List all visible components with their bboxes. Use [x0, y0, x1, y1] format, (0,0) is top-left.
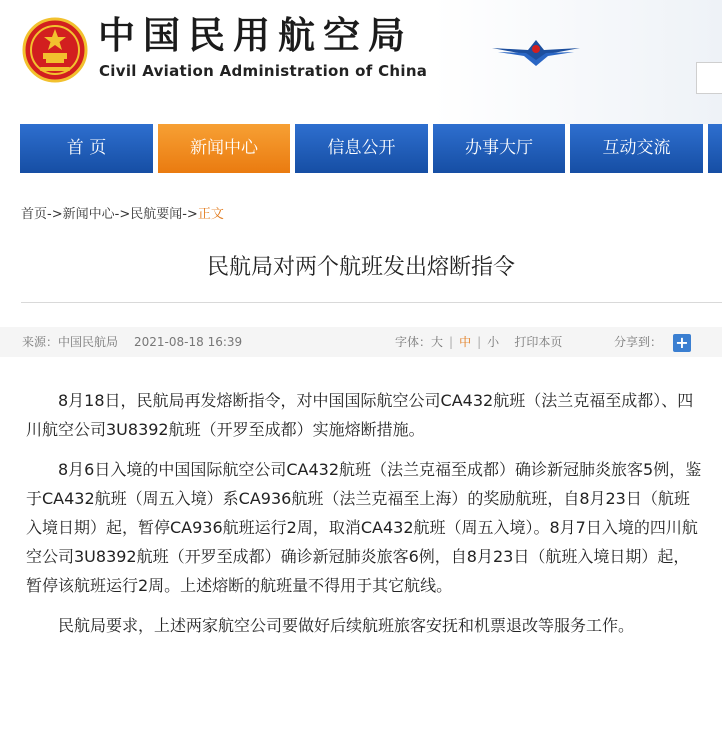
- breadcrumb-separator: ->: [114, 207, 131, 222]
- breadcrumb: [21, 203, 224, 222]
- national-emblem-icon[interactable]: [22, 17, 88, 83]
- breadcrumb-current: 正文: [197, 207, 224, 222]
- font-size-label: 字体：: [395, 335, 432, 349]
- print-page-link[interactable]: 打印本页: [514, 335, 563, 349]
- share-plus-icon[interactable]: +: [673, 334, 691, 352]
- main-nav: [0, 124, 722, 173]
- article-date: 2021-08-18 16:39: [134, 335, 243, 349]
- font-size-medium[interactable]: 中: [459, 335, 472, 349]
- font-size-large[interactable]: 大: [431, 335, 444, 349]
- article-body: [26, 386, 702, 651]
- breadcrumb-news-category[interactable]: 民航要闻: [130, 207, 183, 222]
- breadcrumb-separator: ->: [182, 207, 198, 222]
- nav-item-news-center[interactable]: 新闻中心: [158, 124, 290, 173]
- article-paragraph: 8月18日，民航局再发熔断指令，对中国国际航空公司CA432航班（法兰克福至成都）、四川航空公司3U8392航班（开罗至成都）实施熔断措施。: [26, 391, 694, 439]
- font-size-small[interactable]: 小: [487, 335, 500, 349]
- nav-item-service-hall[interactable]: 办事大厅: [433, 124, 565, 173]
- article-source-date: [22, 327, 242, 357]
- site-header: [0, 0, 722, 124]
- article-title: 民航局对两个航班发出熔断指令: [206, 255, 515, 280]
- article-meta-bar: [0, 327, 722, 357]
- article-paragraph: 8月6日入境的中国国际航空公司CA432航班（法兰克福至成都）确诊新冠肺炎旅客5例，鉴于CA432航班（周五入境）系CA936航班（法兰克福至上海）的奖励航班，自8月23日（航班入境日期）起，暂停CA936航班运行2周，取消CA432航班（周五入境）。8月7日入境的四川航空公司3U8392航班（开罗至成都）确诊新冠肺炎旅客6例，自8月23日（航班入境日期）起，暂停该航班运行2周。上述熔断的航班量不得用于其它航线。: [26, 460, 702, 595]
- font-size-controls: 字体：大 | 中 | 小 打印本页: [395, 335, 563, 349]
- article-source: 来源：中国民航局: [22, 335, 119, 349]
- nav-item-interaction[interactable]: 互动交流: [570, 124, 703, 173]
- nav-item-home[interactable]: 首 页: [20, 124, 153, 173]
- breadcrumb-home[interactable]: 首页: [21, 207, 48, 222]
- caac-wings-logo-icon: [488, 36, 584, 68]
- breadcrumb-news-center[interactable]: 新闻中心: [62, 207, 115, 222]
- title-divider: [21, 302, 722, 303]
- site-name-en[interactable]: Civil Aviation Administration of China: [99, 62, 428, 80]
- nav-item-more[interactable]: [708, 124, 722, 173]
- nav-item-info-disclosure[interactable]: 信息公开: [295, 124, 428, 173]
- site-name-cn[interactable]: 中国民用航空局: [98, 14, 413, 57]
- share-label: 分享到：: [614, 335, 663, 349]
- article-paragraph: 民航局要求，上述两家航空公司要做好后续航班旅客安抚和机票退改等服务工作。: [58, 616, 635, 635]
- search-input[interactable]: [696, 62, 722, 94]
- breadcrumb-separator: ->: [47, 207, 63, 222]
